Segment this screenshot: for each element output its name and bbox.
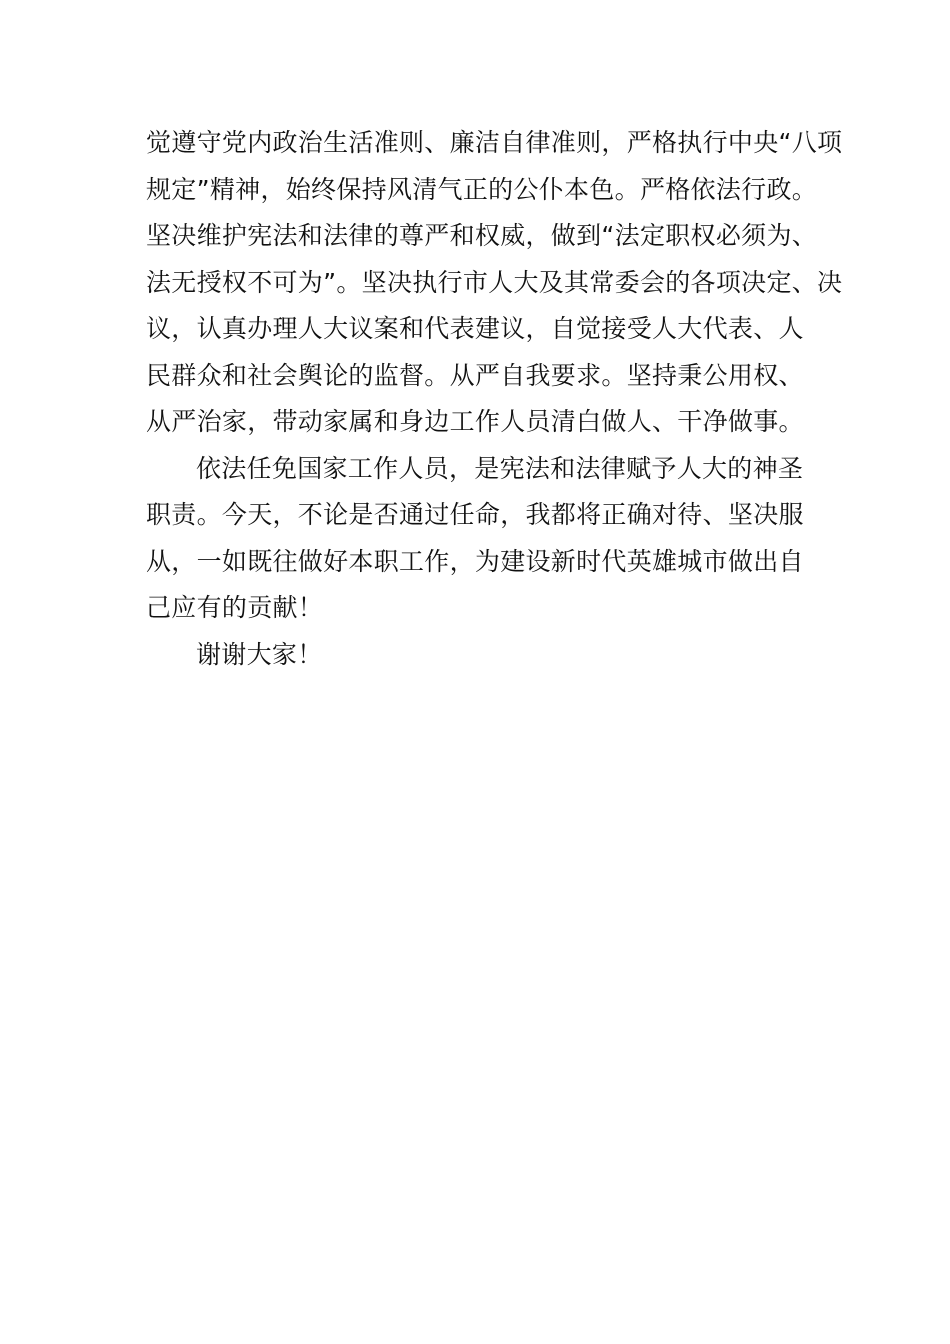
paragraph-line: 己应有的贡献！ [146,593,324,622]
paragraph-line: 议，认真办理人大议案和代表建议，自觉接受人大代表、人 [146,314,804,343]
paragraph-line: 觉遵守党内政治生活准则、廉洁自律准则，严格执行中央“八项 [146,128,843,157]
paragraph-line: 法无授权不可为”。坚决执行市人大及其常委会的各项决定、决 [146,267,843,297]
body-text [146,120,843,678]
paragraph-line: 从严治家，带动家属和身边工作人员清白做人、干净做事。 [146,407,804,436]
paragraph-line: 民群众和社会舆论的监督。从严自我要求。坚持秉公用权、 [146,360,804,390]
paragraph-line: 职责。今天，不论是否通过任命，我都将正确对待、坚决服 [146,500,804,529]
closing-line: 谢谢大家！ [196,639,323,669]
paragraph-line: 从，一如既往做好本职工作，为建设新时代英雄城市做出自 [146,546,804,576]
paragraph-line: 规定”精神，始终保持风清气正的公仆本色。严格依法行政。 [146,174,818,204]
paragraph-line: 依法任免国家工作人员，是宪法和法律赋予人大的神圣 [196,453,804,483]
paragraph-line: 坚决维护宪法和法律的尊严和权威，做到“法定职权必须为、 [146,221,818,250]
